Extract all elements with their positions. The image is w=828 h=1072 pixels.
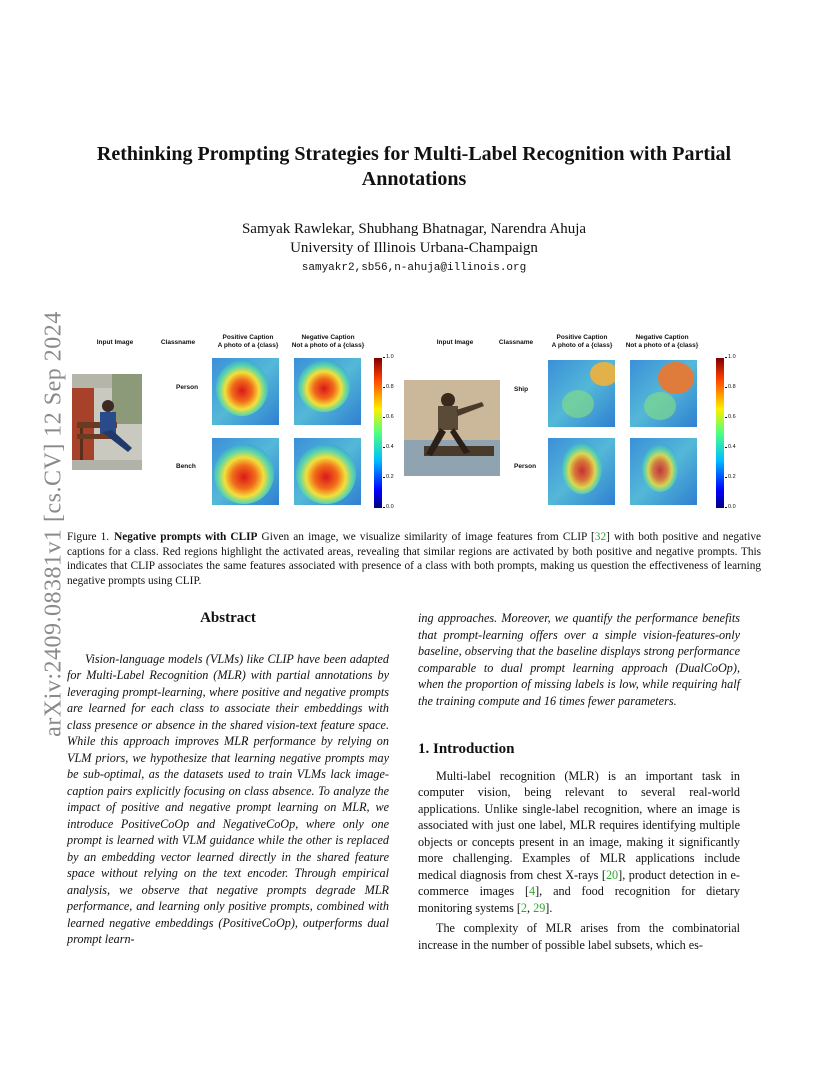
citation-link[interactable]: 4 xyxy=(529,884,536,898)
abstract-text-continued: ing approaches. Moreover, we quantify the performance benefits that prompt-learning offers over a simple vision-features-only baseline, observing that the baseline displays strong performance comparable to dual prompt learning approach (DualCoOp), when the proportion of missing labels is low, while requiring half the training compute and 16 times fewer parameters. xyxy=(418,611,740,708)
colorbar-tick: 0.6 xyxy=(728,414,736,420)
colorbar-tick: 0.8 xyxy=(386,384,394,390)
input-image-person-bench xyxy=(72,374,142,470)
abstract-heading: Abstract xyxy=(200,610,256,626)
colorbar-tick: 0.6 xyxy=(386,414,394,420)
introduction-heading: 1. Introduction xyxy=(418,741,515,757)
class-label-person: Person xyxy=(176,384,199,391)
heatmap-person-negative xyxy=(630,438,697,505)
right-column xyxy=(418,610,740,953)
caption-text: Given an image, we visualize similarity of image features from CLIP [ xyxy=(257,531,595,543)
colorbar-tick: 1.0 xyxy=(728,354,736,360)
arxiv-stamp: arXiv:2409.08381v1 [cs.CV] 12 Sep 2024 xyxy=(40,311,67,737)
heatmap-ship-positive xyxy=(548,360,615,427)
intro-paragraph-2: The complexity of MLR arises from the combinatorial increase in the number of possible label subsets, which es- xyxy=(418,921,740,952)
header-classname: Classname xyxy=(498,339,534,346)
header-input-image: Input Image xyxy=(96,339,134,346)
left-column xyxy=(67,610,389,948)
heatmap-bench-positive xyxy=(212,438,279,505)
intro-paragraph-1: Multi-label recognition (MLR) is an important task in computer vision, being relevant to several real-world applications. Unlike single-label recognition, where an image is associated with just one label, MLR requires identifying multiple objects or concepts present in an image, making it significantly more challenging. Examples of MLR applications include medical diagnosis from chest X-rays [20], product detection in e-commerce images [4], and food recognition for dietary monitoring systems [2, 29]. xyxy=(418,768,740,915)
affiliation: University of Illinois Urbana-Champaign xyxy=(290,240,538,256)
figure-label: Figure 1. xyxy=(67,531,110,543)
caption-text: ] with both positive and negative captions for a class. Red regions highlight the activated areas, revealing that similar regions are activated by both positive and negative prompts. This indicates that CLIP associates the same features associated with presence of a class with both prompts, making us question the effectiveness of learning negative prompts using CLIP. xyxy=(67,531,761,587)
authors: Samyak Rawlekar, Shubhang Bhatnagar, Narendra Ahuja xyxy=(241,221,587,237)
author-emails: samyakr2,sb56,n-ahuja@illinois.org xyxy=(301,262,527,274)
title-line-1: Rethinking Prompting Strategies for Multi-Label Recognition with Partial xyxy=(96,143,732,165)
citation-link[interactable]: 29 xyxy=(533,900,546,915)
colorbar-tick: 0.2 xyxy=(728,474,736,480)
input-image-pirate-ship xyxy=(404,380,500,476)
header-negative-caption: Negative Caption Not a photo of a {class} xyxy=(625,334,699,349)
colorbar-tick: 0.0 xyxy=(386,504,394,510)
heatmap-person-negative xyxy=(294,358,361,425)
header-input-image: Input Image xyxy=(436,339,474,346)
heatmap-person-positive xyxy=(212,358,279,425)
header-classname: Classname xyxy=(160,339,196,346)
paper-title xyxy=(60,142,768,192)
heatmap-ship-negative xyxy=(630,360,697,427)
title-line-2: Annotations xyxy=(361,168,467,190)
figure-panel-left xyxy=(70,330,410,520)
class-label-ship: Ship xyxy=(514,386,529,393)
colorbar-tick: 0.8 xyxy=(728,384,736,390)
class-label-person: Person xyxy=(514,463,537,470)
colorbar-tick: 0.4 xyxy=(386,444,394,450)
class-label-bench: Bench xyxy=(176,463,196,470)
colorbar-tick: 1.0 xyxy=(386,354,394,360)
colorbar-tick: 0.4 xyxy=(728,444,736,450)
heatmap-person-positive xyxy=(548,438,615,505)
colorbar-tick: 0.2 xyxy=(386,474,394,480)
citation-link[interactable]: 2 xyxy=(520,900,528,915)
colorbar-tick: 0.0 xyxy=(728,504,736,510)
header-negative-caption: Negative Caption Not a photo of a {class} xyxy=(291,334,365,349)
header-positive-caption: Positive Caption A photo of a {class} xyxy=(551,334,613,349)
colorbar-right xyxy=(716,358,724,508)
citation-link[interactable]: 32 xyxy=(594,531,607,543)
header-positive-caption: Positive Caption A photo of a {class} xyxy=(217,334,279,349)
abstract-text: Vision-language models (VLMs) like CLIP have been adapted for Multi-Label Recognition (MLR) with partial annotations by leveraging prompt-learning, where positive and negative prompts are learned for each class to associate their embeddings with class presence or absence in the shared vision-text feature space. While this approach improves MLR performance by relying on VLM priors, we hypothesize that learning negative prompts may be sub-optimal, as the datasets used to train VLMs lack image-caption pairs explicitly focusing on class absence. To analyze the impact of positive and negative prompt learning on MLR, we introduce PositiveCoOp and NegativeCoOp, where only one prompt is learned with VLM guidance while the other is replaced by an embedding vector learned directly in the shared feature space without relying on the text encoder. Through empirical analysis, we observe that negative prompts degrade MLR performance, and learning only positive prompts, combined with learned negative embeddings (PositiveCoOp), outperforms dual prompt learn- xyxy=(67,651,389,946)
figure-caption xyxy=(67,530,761,588)
colorbar-left xyxy=(374,358,382,508)
heatmap-bench-negative xyxy=(294,438,361,505)
citation-link[interactable]: 20 xyxy=(605,867,619,882)
caption-bold: Negative prompts with CLIP xyxy=(114,531,258,543)
figure-panel-right xyxy=(402,330,742,520)
